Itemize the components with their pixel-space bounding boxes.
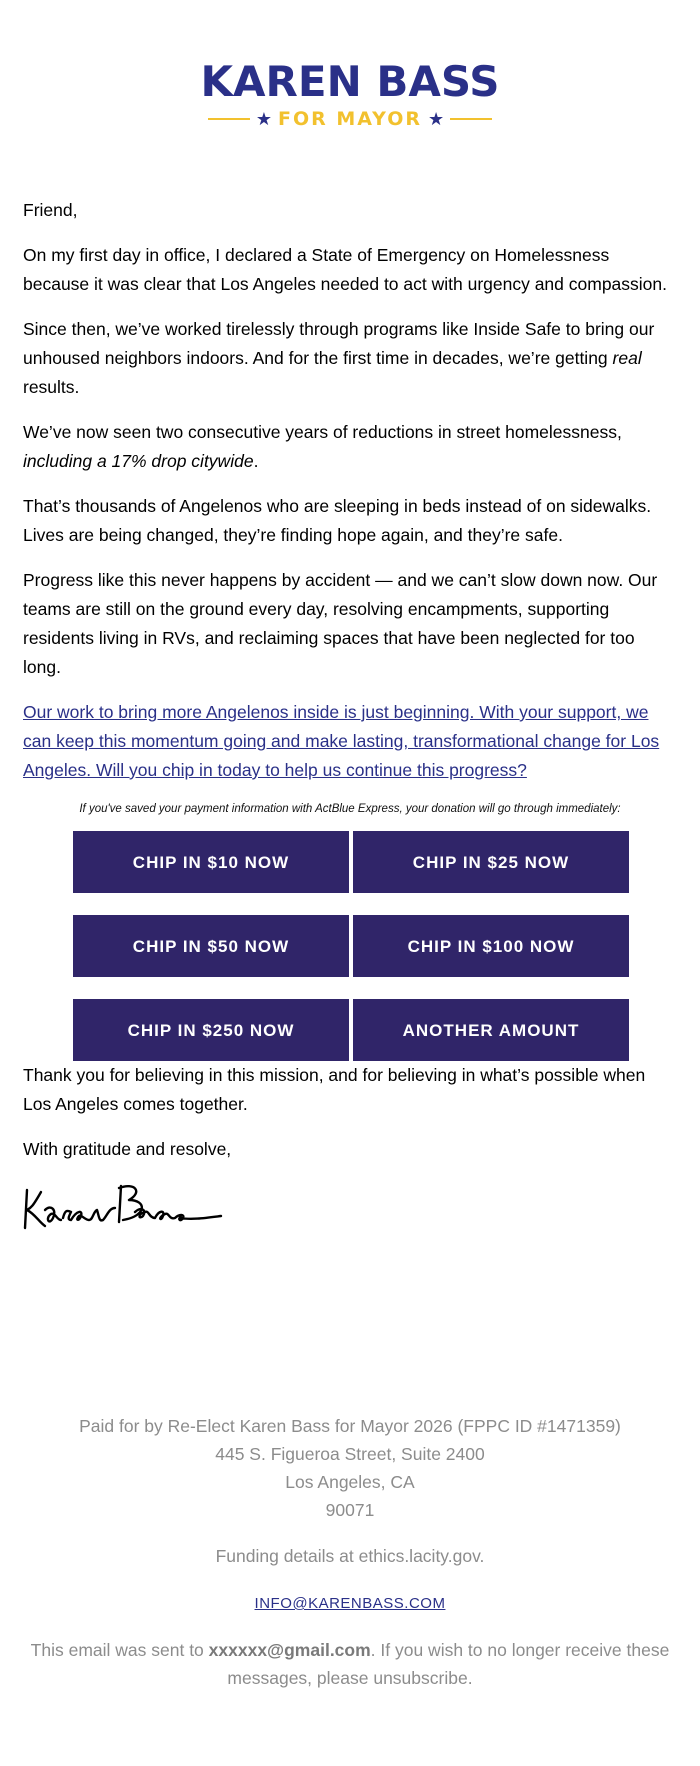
closing-line: With gratitude and resolve,: [23, 1139, 232, 1159]
logo-name: KAREN BASS: [200, 57, 500, 106]
signature-svg: [23, 1180, 223, 1236]
paragraph-angelenos: That’s thousands of Angelenos who are sleeping in beds instead of on sidewalks. Lives are being changed, they’re finding hope again, and they’re safe.: [23, 496, 652, 545]
sent-to-text: This email was sent to: [30, 1640, 209, 1660]
paragraph-emergency: On my first day in office, I declared a State of Emergency on Homelessness because it was clear that Los Angeles needed to act with urgency and compassion.: [23, 245, 668, 294]
paragraph-reductions-text: We’ve now seen two consecutive years of reductions in street homelessness,: [23, 422, 622, 442]
thanks-paragraph: Thank you for believing in this mission, and for believing in what’s possible when Los Angeles comes together.: [23, 1065, 646, 1114]
star-icon: ★: [255, 109, 272, 129]
unsubscribe-notice: [0, 1636, 700, 1692]
logo-subtitle: FOR MAYOR: [277, 108, 423, 130]
emphasis-real: real: [612, 348, 642, 368]
paid-for-line: Paid for by Re-Elect Karen Bass for Mayor 2026 (FPPC ID #1471359): [79, 1416, 621, 1436]
footer-address-block: [0, 1412, 700, 1524]
unsubscribe-text: . If you wish to no longer receive these messages, please unsubscribe.: [227, 1640, 670, 1688]
zip-code: 90071: [325, 1500, 375, 1520]
email-body: [23, 196, 677, 1240]
chip-in-250-button[interactable]: CHIP IN $250 NOW: [73, 999, 349, 1061]
chip-in-10-button[interactable]: CHIP IN $10 NOW: [73, 831, 349, 893]
paragraph-inside-safe-end: results.: [23, 377, 80, 397]
email-footer: [0, 1412, 700, 1710]
star-icon: ★: [428, 109, 445, 129]
donate-text-link[interactable]: Our work to bring more Angelenos inside is just beginning. With your support, we can keep this momentum going and make lasting, transformational change for Los Angeles. Will you chip in today to help us continue this progress?: [23, 702, 660, 780]
donation-button-grid: [73, 831, 627, 1061]
another-amount-button[interactable]: ANOTHER AMOUNT: [353, 999, 629, 1061]
chip-in-100-button[interactable]: CHIP IN $100 NOW: [353, 915, 629, 977]
paragraph-inside-safe-text: Since then, we’ve worked tirelessly through programs like Inside Safe to bring our unhoused neighbors indoors. And for the first time in decades, we’re getting: [23, 319, 655, 368]
paragraph-progress: Progress like this never happens by accident — and we can’t slow down now. Our teams are still on the ground every day, resolving encampments, supporting residents living in RVs, and reclaiming spaces that have been neglected for too long.: [23, 570, 658, 677]
contact-email-link[interactable]: INFO@KARENBASS.COM: [254, 1595, 446, 1612]
contact-email-row: [0, 1588, 700, 1618]
paragraph-reductions-end: .: [253, 451, 259, 471]
recipient-email: xxxxxx@gmail.com: [208, 1640, 371, 1660]
logo-right-rule: [450, 118, 492, 120]
logo-left-rule: [208, 118, 250, 120]
greeting: Friend,: [23, 200, 78, 220]
emphasis-drop: including a 17% drop citywide: [23, 451, 254, 471]
chip-in-25-button[interactable]: CHIP IN $25 NOW: [353, 831, 629, 893]
donate-link-paragraph: [23, 698, 677, 785]
signature-image: [23, 1180, 677, 1240]
logo-subtitle-row: [0, 108, 700, 130]
address-line-1: 445 S. Figueroa Street, Suite 2400: [215, 1444, 485, 1464]
paragraph-reductions: [23, 418, 677, 476]
chip-in-50-button[interactable]: CHIP IN $50 NOW: [73, 915, 349, 977]
address-line-2: Los Angeles, CA: [285, 1472, 415, 1492]
paragraph-inside-safe: [23, 315, 677, 402]
funding-details: Funding details at ethics.lacity.gov.: [215, 1546, 485, 1566]
actblue-note: If you've saved your payment information with ActBlue Express, your donation will go through immediately:: [79, 803, 621, 815]
campaign-logo: [0, 57, 700, 130]
